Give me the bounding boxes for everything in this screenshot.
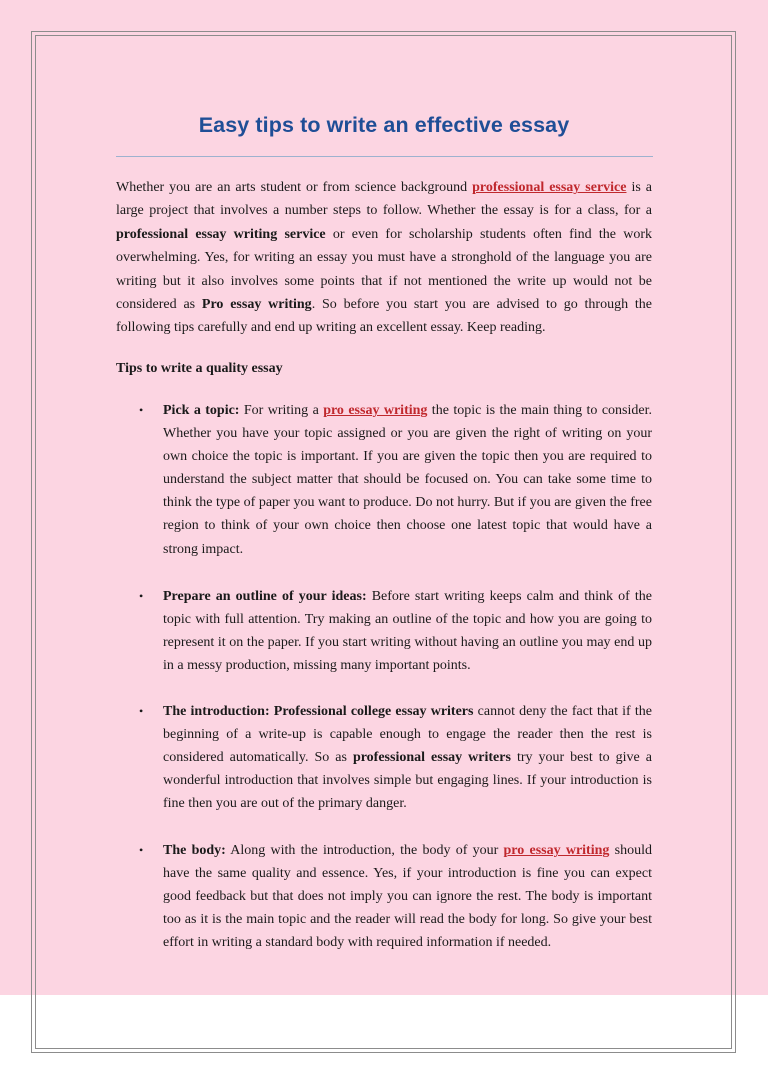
tip-pick-text-2: the topic is the main thing to consider. Whether you have your topic assigned or you are given the right of writing on your own choice the topic is important. If you are given the topic then you are required to understand the subject matter that should be focused on. You can take some time to think the type of paper you want to produce. Do not hurry. But if you are given the free region to think of your own choice then choose one latest topic that would have a strong impact. — [163, 403, 652, 557]
tip-intro-heading: The introduction: — [163, 704, 270, 719]
tip-intro-text-2: try your best to give a wonderful introduction that involves simple but engaging lines. If your introduction is fine then you are out of the primary danger. — [163, 750, 652, 812]
tip-outline-heading: Prepare an outline of your ideas: — [163, 589, 367, 604]
intro-bold-2: Pro essay writing — [201, 297, 312, 313]
pro-essay-writing-link[interactable]: pro essay writing — [323, 403, 428, 418]
tip-pick-text-1: For writing a — [239, 403, 324, 418]
intro-paragraph — [116, 176, 652, 340]
tip-intro-text-1: cannot deny the fact that if the beginning of a write-up is capable enough to engage the reader then the rest is considered automatically. So as — [163, 704, 652, 766]
tip-intro-bold-1: Professional college essay writers — [269, 704, 474, 719]
tip-body — [163, 839, 652, 954]
bullet-icon: • — [139, 843, 144, 857]
tip-body-text-1: Along with the introduction, the body of your — [225, 843, 504, 858]
tip-introduction — [163, 700, 652, 815]
tip-pick-heading: Pick a topic: — [163, 403, 240, 418]
tips-subheading: Tips to write a quality essay — [116, 361, 283, 376]
bullet-icon: • — [139, 403, 144, 417]
tip-body-text-2: should have the same quality and essence. Yes, if your introduction is fine you can expect good feedback but that does not imply you can ignore the rest. The body is important too as it is the main topic and the reader will read the body for long. So give your best effort in writing a standard body with required information if needed. — [163, 843, 652, 951]
bullet-icon: • — [139, 589, 144, 603]
document-title: Easy tips to write an effective essay — [198, 113, 570, 137]
tip-intro-bold-2: professional essay writers — [352, 750, 511, 766]
intro-text-2: is a large project that involves a number steps to follow. Whether the essay is for a class, for a — [116, 180, 652, 219]
bullet-icon: • — [139, 704, 144, 718]
intro-text-3: or even for scholarship students often find the work overwhelming. Yes, for writing an essay you must have a stronghold of the language you are writing but it also involves some points that if not mentioned the write up would not be considered as — [116, 226, 652, 313]
pro-essay-writing-link[interactable]: pro essay writing — [503, 843, 610, 858]
tip-pick-topic — [163, 399, 652, 561]
intro-text-1: Whether you are an arts student or from science background — [116, 180, 473, 195]
tip-outline — [163, 585, 652, 677]
tip-outline-text: Before start writing keeps calm and think of the topic with full attention. Try making an outline of the topic and how you are going to represent it on the paper. If you start writing without having an outline you may end up in a messy production, missing many important points. — [163, 589, 652, 674]
intro-text-4: . So before you start you are advised to go through the following tips carefully and end up writing an excellent essay. Keep reading. — [116, 297, 652, 336]
title-underline-divider — [116, 156, 653, 157]
intro-bold-1: professional essay writing service — [116, 226, 326, 242]
professional-essay-service-link[interactable]: professional essay service — [472, 180, 627, 195]
tip-body-heading: The body: — [163, 843, 226, 858]
